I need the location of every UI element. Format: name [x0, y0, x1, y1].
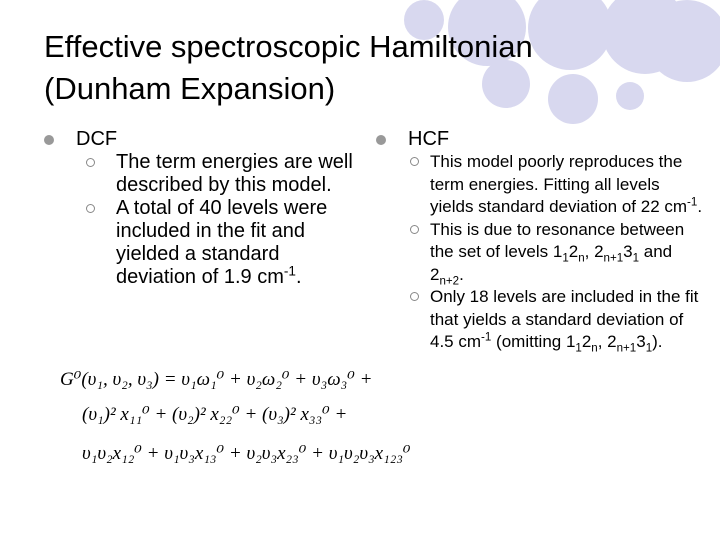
- sub-bullet-item: The term energies are well described by this model.: [84, 151, 364, 197]
- equation-line-1: G⁰(υ₁, υ₂, υ₃) = υ₁ω₁⁰ + υ₂ω₂⁰ + υ₃ω₃⁰ +: [60, 369, 373, 390]
- bullet-icon: [44, 135, 54, 145]
- sub-bullet-item: This model poorly reproduces the term energies. Fitting all levels yields standard deviation of 22 $cm^{-1}$.: [396, 151, 706, 219]
- decor-circle: [646, 0, 720, 82]
- ring-bullet-icon: [86, 204, 95, 213]
- left-points: [44, 151, 364, 289]
- equation-line-2: (υ₁)² x₁₁⁰ + (υ₂)² x₂₂⁰ + (υ₃)² x₃₃⁰ +: [82, 404, 348, 425]
- right-column: [376, 128, 706, 354]
- sub-bullet-item: A total of 40 levels were included in the fit and yielded a standard deviation of 1.9 $cm^{-1}$.: [84, 197, 364, 289]
- ring-bullet-icon: [86, 158, 95, 167]
- slide-title: Effective spectroscopic Hamiltonian (Dunham Expansion): [44, 29, 533, 106]
- right-heading: HCF: [376, 128, 706, 151]
- equation-line-3: υ₁υ₂x₁₂⁰ + υ₁υ₃x₁₃⁰ + υ₂υ₃x₂₃⁰ + υ₁υ₂υ₃x₁₂₃⁰: [82, 443, 411, 464]
- ring-bullet-icon: [410, 157, 419, 166]
- right-points: [376, 151, 706, 354]
- left-column: [44, 128, 364, 289]
- sub-bullet-item: Only 18 levels are included in the fit that yields a standard deviation of 4.5 $cm^{-1}$ (omitting $1_12_n$, $2_{n+1}3_1$).: [396, 286, 706, 354]
- ring-bullet-icon: [410, 292, 419, 301]
- sub-bullet-item: This is due to resonance between the set of levels $1_12_n$, $2_{n+1}3_1$ and $2_{n+2}$.: [396, 219, 706, 287]
- decor-circle: [616, 82, 644, 110]
- left-heading: DCF: [44, 128, 364, 151]
- ring-bullet-icon: [410, 225, 419, 234]
- bullet-icon: [376, 135, 386, 145]
